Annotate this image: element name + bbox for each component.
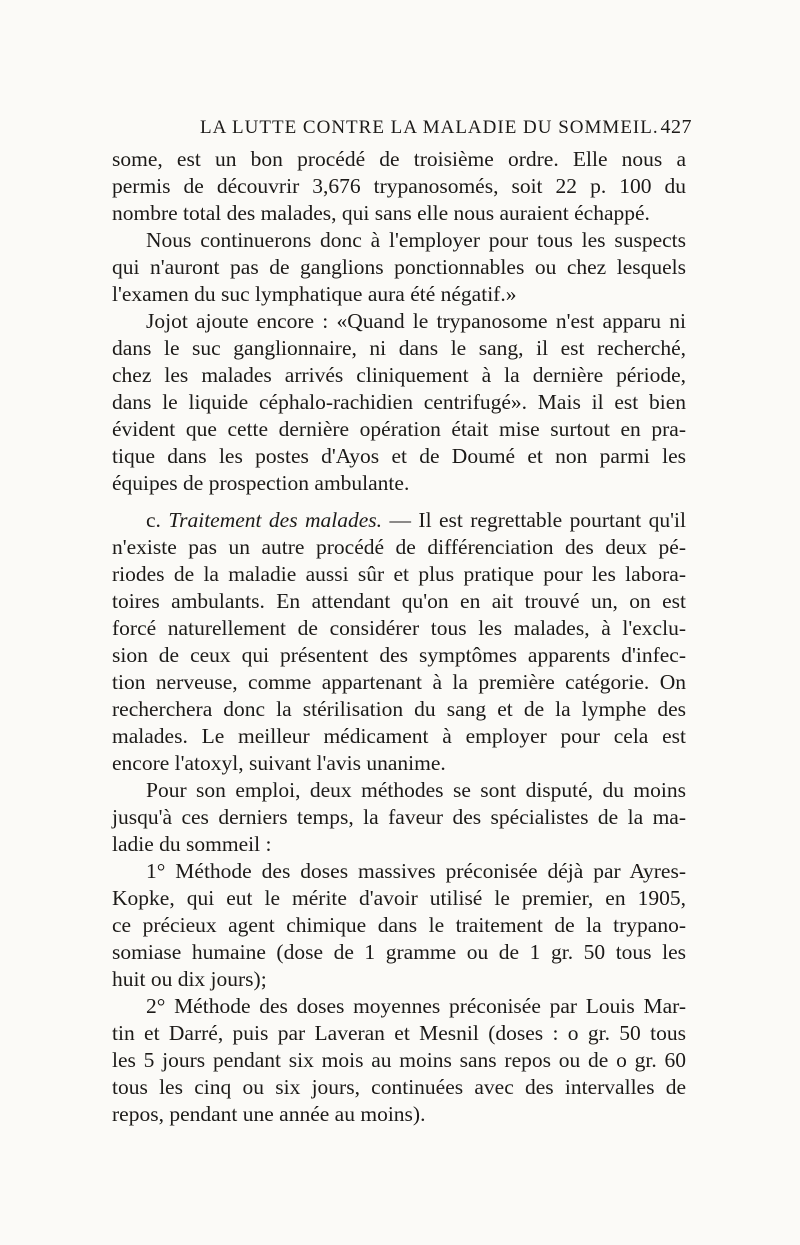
text-line: Nous continuerons donc à l'employer pour tous les suspects	[146, 228, 686, 252]
page-number: 427	[660, 116, 692, 138]
text-line: équipes de prospection ambulante.	[112, 471, 410, 495]
text-line: ladie du sommeil :	[112, 832, 272, 856]
text-line: qui n'auront pas de ganglions ponctionnables ou chez lesquels	[112, 255, 686, 279]
paragraph	[112, 227, 686, 308]
text-line: dans le suc ganglionnaire, ni dans le sang, il est recherché,	[112, 336, 686, 360]
text-line: malades. Le meilleur médicament à employer pour cela est	[112, 724, 686, 748]
list-item-method-2	[112, 993, 686, 1128]
text-line: ce précieux agent chimique dans le traitement de la trypano-	[112, 913, 686, 937]
text-line: jusqu'à ces derniers temps, la faveur des spécialistes de la ma-	[112, 805, 686, 829]
running-head	[112, 116, 692, 139]
list-item-method-1	[112, 858, 686, 993]
text-line: tous les cinq ou six jours, continuées avec des intervalles de	[112, 1075, 686, 1099]
text-line: nombre total des malades, qui sans elle nous auraient échappé.	[112, 201, 650, 225]
text-line: repos, pendant une année au moins).	[112, 1102, 426, 1126]
text-line: les 5 jours pendant six mois au moins sans repos ou de o gr. 60	[112, 1048, 686, 1072]
text-line: sion de ceux qui présentent des symptômes apparents d'infec-	[112, 643, 686, 667]
text-line: Kopke, qui eut le mérite d'avoir utilisé le premier, en 1905,	[112, 886, 686, 910]
section-label: c.	[146, 508, 169, 532]
text-line: chez les malades arrivés cliniquement à la dernière période,	[112, 363, 686, 387]
text-line: somiase humaine (dose de 1 gramme ou de 1 gr. 50 tous les	[112, 940, 686, 964]
body-text	[112, 146, 686, 1128]
text-line: dans le liquide céphalo-rachidien centrifugé». Mais il est bien	[112, 390, 686, 414]
paragraph	[112, 308, 686, 497]
running-title: LA LUTTE CONTRE LA MALADIE DU SOMMEIL.	[200, 117, 659, 138]
text-line: Il est regrettable pourtant qu'il	[418, 508, 686, 532]
text-line: tion nerveuse, comme appartenant à la première catégorie. On	[112, 670, 686, 694]
text-line: some, est un bon procédé de troisième ordre. Elle nous a	[112, 147, 686, 171]
text-line: évident que cette dernière opération était mise surtout en pra-	[112, 417, 686, 441]
paragraph-continuation	[112, 146, 686, 227]
text-line: l'examen du suc lymphatique aura été négatif.»	[112, 282, 517, 306]
text-line: permis de découvrir 3,676 trypanosomés, soit 22 p. 100 du	[112, 174, 686, 198]
text-line: Jojot ajoute encore : «Quand le trypanosome n'est apparu ni	[146, 309, 686, 333]
text-line: tin et Darré, puis par Laveran et Mesnil (doses : o gr. 50 tous	[112, 1021, 686, 1045]
text-line: forcé naturellement de considérer tous les malades, à l'exclu-	[112, 616, 686, 640]
text-line: Pour son emploi, deux méthodes se sont disputé, du moins	[146, 778, 686, 802]
section-heading-line	[112, 507, 686, 534]
text-line: huit ou dix jours);	[112, 967, 267, 991]
text-line: 2° Méthode des doses moyennes préconisée par Louis Mar-	[146, 994, 686, 1018]
text-line: tique dans les postes d'Ayos et de Doumé et non parmi les	[112, 444, 686, 468]
section-title: Traitement des malades.	[168, 508, 383, 532]
section-paragraph	[112, 507, 686, 777]
text-line: 1° Méthode des doses massives préconisée déjà par Ayres-	[146, 859, 686, 883]
text-line: riodes de la maladie aussi sûr et plus pratique pour les labora-	[112, 562, 686, 586]
paragraph	[112, 777, 686, 858]
text-line: toires ambulants. En attendant qu'on en ait trouvé un, on est	[112, 589, 686, 613]
text-line: encore l'atoxyl, suivant l'avis unanime.	[112, 751, 446, 775]
text-line: n'existe pas un autre procédé de différenciation des deux pé-	[112, 535, 686, 559]
section-dash: —	[382, 508, 419, 532]
text-line: recherchera donc la stérilisation du sang et de la lymphe des	[112, 697, 686, 721]
